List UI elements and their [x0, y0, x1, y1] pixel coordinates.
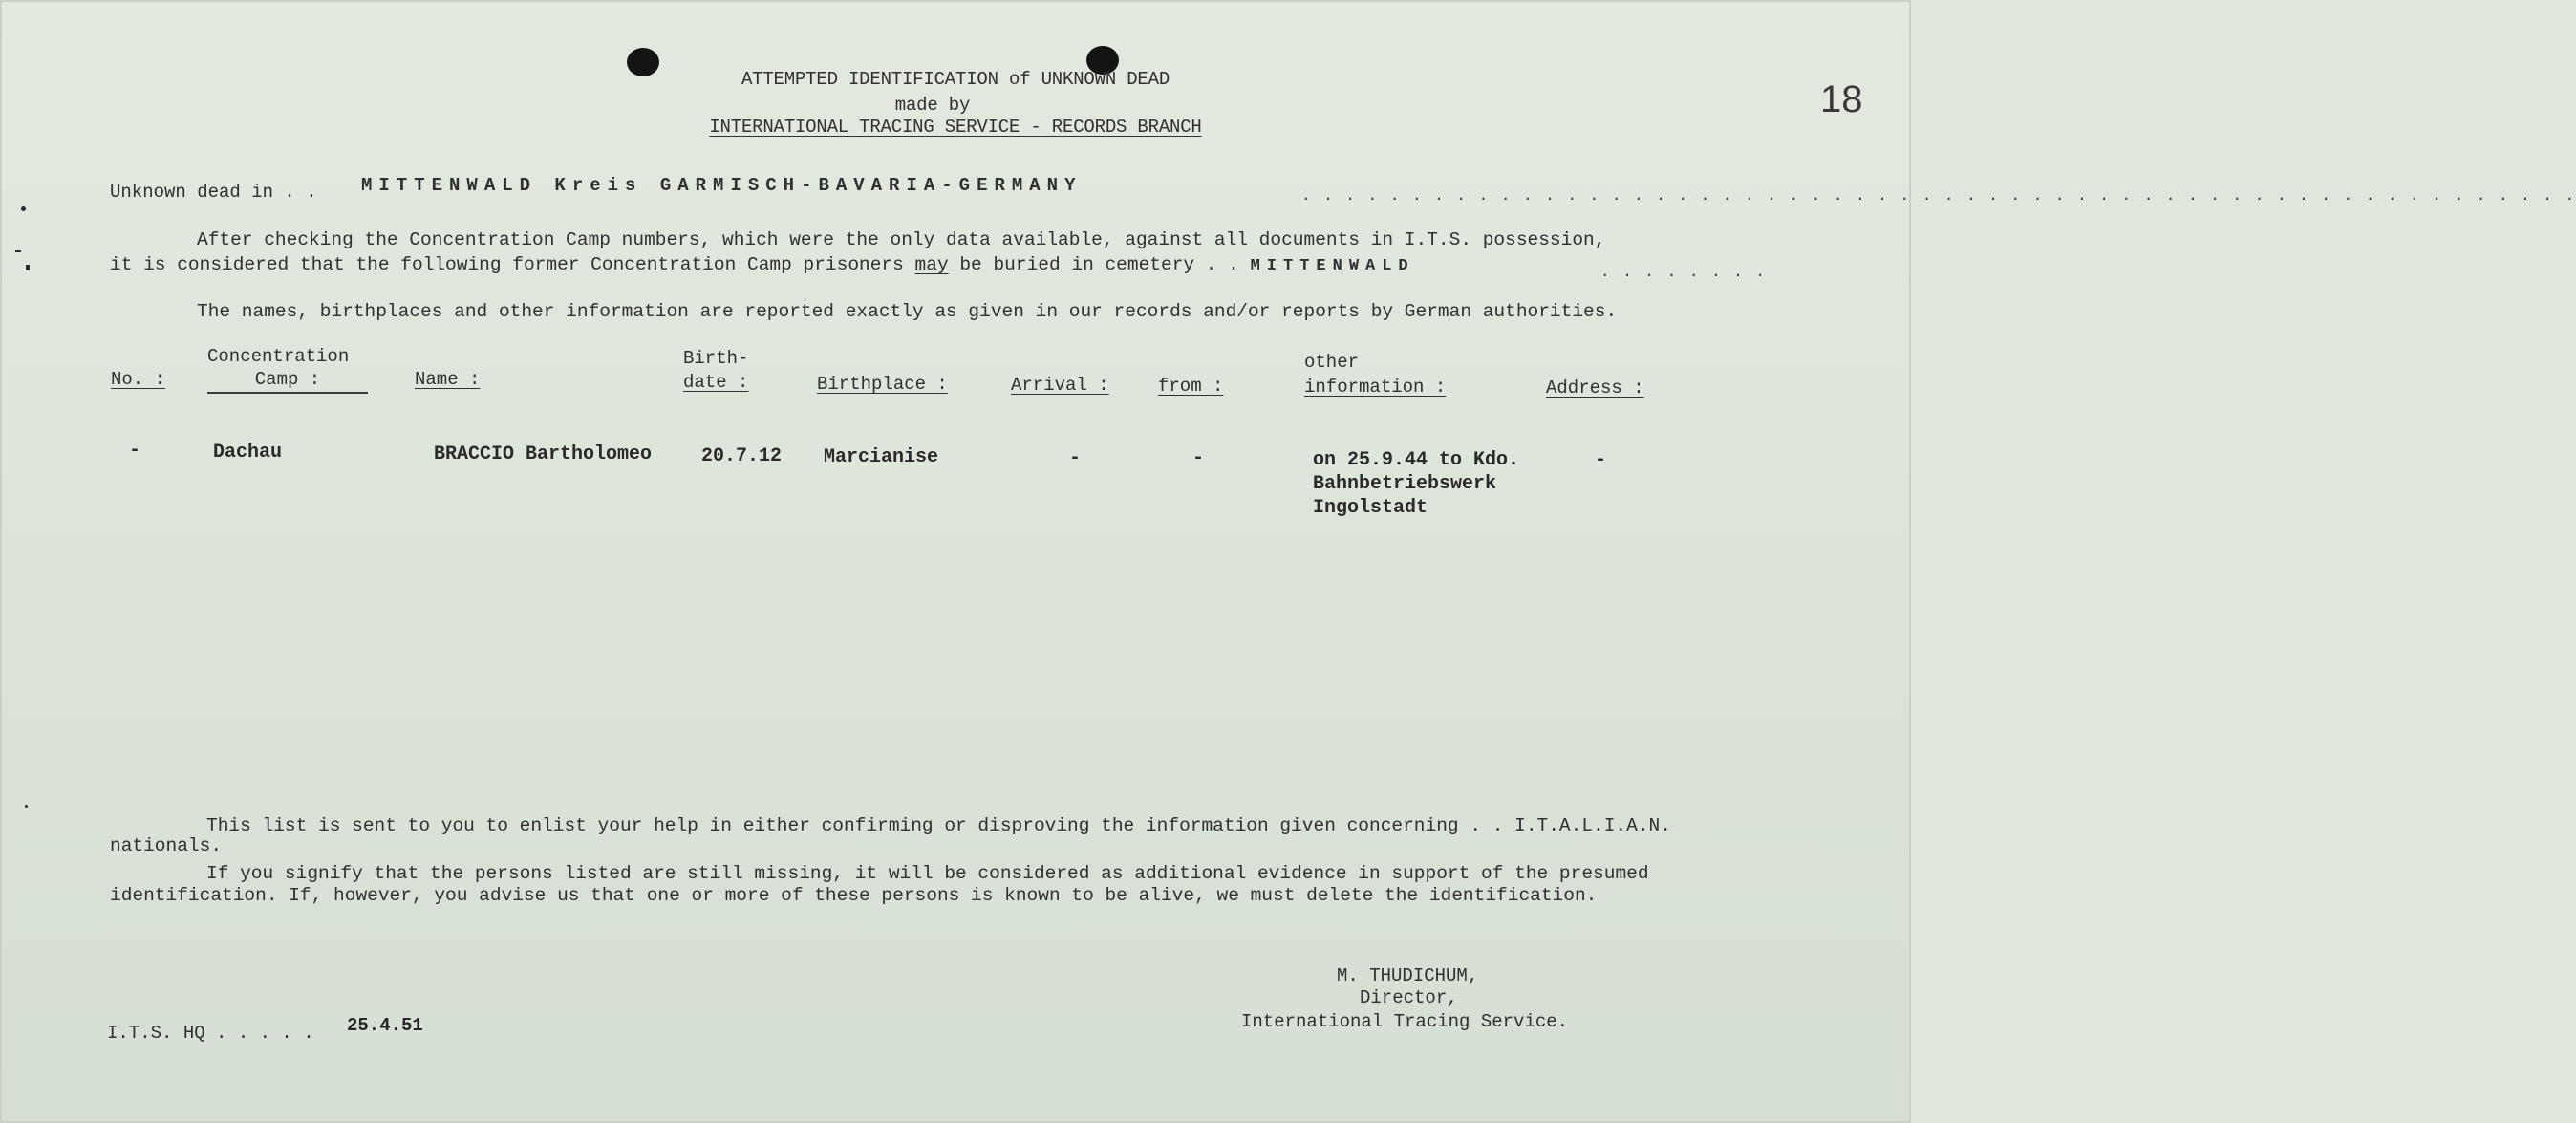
location-label: Unknown dead in . . [110, 182, 317, 203]
header-address: Address : [1546, 378, 1644, 399]
row-info-line-3: Ingolstadt [1313, 497, 1428, 519]
header-camp-label: Camp : [254, 369, 321, 390]
footer-para-1-line-2: nationals. [110, 835, 223, 856]
header-birthplace: Birthplace : [817, 374, 948, 395]
header-camp [207, 369, 368, 394]
footer-para-2-line-2: identification. If, however, you advise us that one or more of these persons is known to be alive, we must delete the identification. [110, 885, 1598, 906]
row-arrival: - [1069, 447, 1082, 469]
intro-line-2-prefix: it is considered that the following former Concentration Camp prisoners [110, 254, 915, 275]
row-info-line-2: Bahnbetriebswerk [1313, 473, 1497, 495]
signature-name: M. THUDICHUM, [1337, 965, 1479, 986]
footer-para-1-line-1: This list is sent to you to enlist your help in either confirming or disproving the information given concerning . . I.T.A.L.I.A.N. [206, 815, 1671, 836]
location-dots: . . . . . . . . . . . . . . . . . . . . . . . . . . . . . . . . . . . . . . . . . . . . . . . . . . . . . . . . . . [1301, 187, 2576, 205]
header-arrival: Arrival : [1011, 375, 1109, 396]
title-organization: INTERNATIONAL TRACING SERVICE - RECORDS BRANCH [709, 117, 1202, 138]
intro-line-2 [110, 254, 1415, 275]
row-from: - [1192, 447, 1205, 469]
cemetery-name: MITTENWALD [1250, 257, 1415, 275]
row-no: - [129, 440, 141, 462]
signature-title: Director, [1360, 987, 1458, 1008]
page-number: 18 [1820, 78, 1863, 120]
header-other: information : [1304, 377, 1447, 398]
header-birthdate: date : [683, 372, 749, 393]
intro-line-1: After checking the Concentration Camp numbers, which were the only data available, against all documents in I.T.S. possession, [197, 229, 1606, 250]
header-birth-top: Birth- [683, 348, 749, 369]
margin-mark [25, 805, 28, 808]
title-made-by: made by [894, 95, 971, 116]
intro-line-3: The names, birthplaces and other information are reported exactly as given in our records and/or reports by German authorities. [197, 301, 1618, 322]
header-from: from : [1158, 376, 1224, 397]
signature-org: International Tracing Service. [1241, 1011, 1569, 1032]
row-address: - [1595, 449, 1607, 471]
hq-date: 25.4.51 [347, 1015, 423, 1036]
row-name: BRACCIO Bartholomeo [434, 443, 653, 465]
hq-label: I.T.S. HQ . . . . . [107, 1023, 314, 1044]
intro-line-2-emph: may [914, 254, 949, 275]
row-birthplace: Marcianise [824, 446, 939, 468]
header-camp-top: Concentration [207, 346, 350, 367]
intro-line-2-mid: be buried in cemetery . . [948, 254, 1251, 275]
footer-para-2-line-1: If you signify that the persons listed are still missing, it will be considered as additional evidence in support of the presumed [206, 863, 1649, 884]
margin-mark [15, 250, 21, 252]
header-name: Name : [415, 369, 481, 390]
document-title: ATTEMPTED IDENTIFICATION of UNKNOWN DEAD [741, 69, 1170, 90]
margin-mark [21, 206, 26, 211]
row-info-line-1: on 25.9.44 to Kdo. [1313, 449, 1520, 471]
margin-mark [26, 265, 30, 270]
header-no: No. : [111, 369, 166, 390]
location-value: MITTENWALD Kreis GARMISCH-BAVARIA-GERMANY [361, 175, 1083, 196]
intro-line-2-dots: . . . . . . . . [1600, 264, 1768, 281]
row-birthdate: 20.7.12 [701, 445, 783, 467]
header-other-top: other [1304, 352, 1360, 373]
row-camp: Dachau [213, 442, 283, 464]
